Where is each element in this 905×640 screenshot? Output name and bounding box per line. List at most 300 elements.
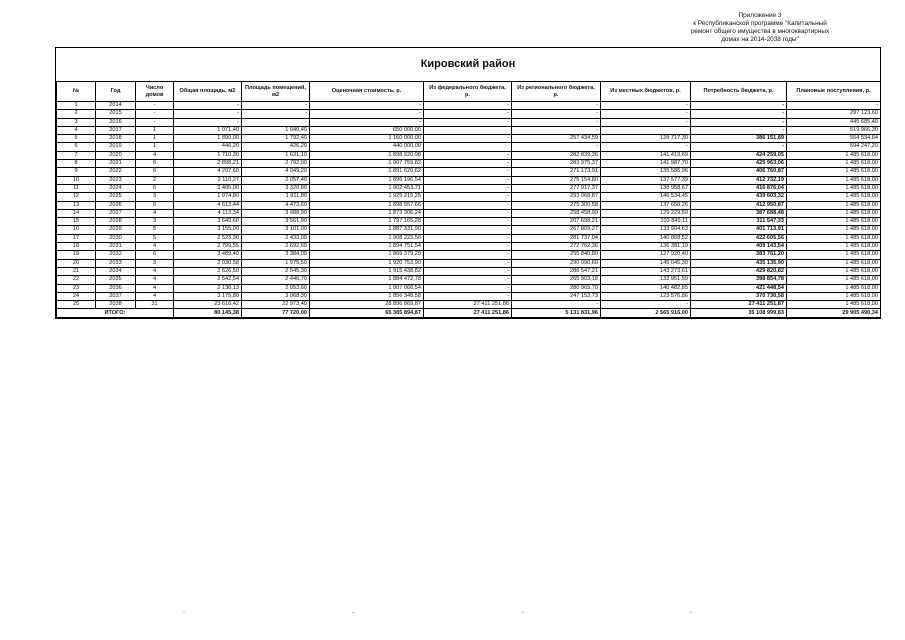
table-cell: 2021	[96, 160, 136, 168]
table-row	[57, 292, 881, 300]
table-cell: 297 123,60	[787, 110, 881, 118]
table-cell: 267 809,27	[512, 226, 601, 234]
table-cell: -	[424, 226, 512, 234]
table-cell	[424, 126, 512, 134]
total-row	[57, 309, 881, 318]
total-cell: 5 131 831,96	[512, 309, 601, 318]
table-row	[57, 234, 881, 242]
table-cell: 4 613,44	[174, 201, 242, 209]
table-cell: 2036	[96, 284, 136, 292]
total-cell: 77 720,00	[242, 309, 310, 318]
table-cell: 2 545,30	[242, 267, 310, 275]
table-cell: 1 485 618,00	[787, 176, 881, 184]
table-cell: 1 485 618,00	[787, 234, 881, 242]
table-cell: 132 951,59	[601, 276, 691, 284]
table-cell: 127 920,40	[601, 251, 691, 259]
table-cell: -	[424, 259, 512, 267]
table-cell: 1 873 306,24	[310, 209, 424, 217]
table-cell: -	[310, 110, 424, 118]
table-cell: 2 799,55	[174, 243, 242, 251]
table-row	[57, 110, 881, 118]
table-cell: 9	[57, 168, 96, 176]
table-cell: 3 068,30	[242, 292, 310, 300]
table-cell: 2017	[96, 126, 136, 134]
total-cell: 35 108 999,83	[691, 309, 787, 318]
table-cell: 2034	[96, 267, 136, 275]
table-cell: 25	[57, 301, 96, 309]
table-cell: 18	[57, 243, 96, 251]
table-cell: -	[601, 118, 691, 126]
table-cell: 1 485 618,00	[787, 301, 881, 309]
table-cell: -	[242, 102, 310, 110]
table-cell: 2014	[96, 102, 136, 110]
table-cell: 3 561,90	[242, 218, 310, 226]
table-cell: 3 489,40	[174, 251, 242, 259]
table-cell: 2023	[96, 176, 136, 184]
table-row	[57, 143, 881, 151]
table-cell: 429 820,82	[691, 267, 787, 275]
table-cell: -	[601, 143, 691, 151]
table-cell: -	[512, 126, 601, 134]
table-cell: 3 988,90	[242, 209, 310, 217]
table-cell: 6	[57, 143, 96, 151]
table-cell: 1 911,80	[242, 193, 310, 201]
table-cell: 27 411 251,86	[424, 301, 512, 309]
table-row	[57, 301, 881, 309]
table-cell: 207 698,21	[512, 218, 601, 226]
table-cell: 6	[136, 168, 174, 176]
table-cell: 2 898,21	[174, 160, 242, 168]
table-cell: 1 902 453,71	[310, 184, 424, 192]
table-cell: -	[691, 110, 787, 118]
table-cell: 2028	[96, 218, 136, 226]
total-cell: 80 145,38	[174, 309, 242, 318]
table-cell: 1 485 618,00	[787, 284, 881, 292]
table-cell: 424 259,05	[691, 151, 787, 159]
table-cell: 1	[136, 135, 174, 143]
table-cell: 1 792,40	[242, 135, 310, 143]
table-cell: -	[512, 301, 601, 309]
table-cell: 4	[136, 276, 174, 284]
table-cell: 6	[136, 160, 174, 168]
table-row	[57, 209, 881, 217]
table-cell: 6	[136, 251, 174, 259]
table-cell: 17	[57, 234, 96, 242]
table-cell: 2 446,70	[242, 276, 310, 284]
column-header: Год	[96, 82, 136, 102]
table-cell: 1	[136, 143, 174, 151]
table-row	[57, 168, 881, 176]
table-cell: 275 154,80	[512, 176, 601, 184]
table-cell: 22 973,40	[242, 301, 310, 309]
table-cell: 2019	[96, 143, 136, 151]
table-cell: 1 908 223,56	[310, 234, 424, 242]
table-cell: 1 485 618,00	[787, 276, 881, 284]
table-cell: 1 040,40	[242, 126, 310, 134]
table-cell: 4 473,60	[242, 201, 310, 209]
table-cell: 5	[136, 234, 174, 242]
table-cell: 2032	[96, 251, 136, 259]
table-cell: -	[136, 118, 174, 126]
table-cell: 2 792,00	[242, 160, 310, 168]
table-cell: 140 482,85	[601, 284, 691, 292]
table-cell: 1 925 215,25	[310, 193, 424, 201]
table-cell: 277 917,37	[512, 184, 601, 192]
table-cell: 650 000,00	[310, 126, 424, 134]
table-cell: 412 732,19	[691, 176, 787, 184]
table-cell: 6	[136, 184, 174, 192]
table-row	[57, 102, 881, 110]
table-cell: 1 160 000,00	[310, 135, 424, 143]
repair-program-table	[56, 82, 881, 318]
table-cell: 1 485 618,00	[787, 160, 881, 168]
table-cell: 2033	[96, 259, 136, 267]
table-cell: 412 950,87	[691, 201, 787, 209]
table-cell: -	[691, 126, 787, 134]
table-row	[57, 151, 881, 159]
table-row	[57, 218, 881, 226]
table-row	[57, 259, 881, 267]
table-cell: 1 485 618,00	[787, 267, 881, 275]
table-cell: 265 903,18	[512, 276, 601, 284]
table-cell: -	[242, 118, 310, 126]
table-cell: 1 485 618,00	[787, 201, 881, 209]
table-cell: 3 649,60	[174, 218, 242, 226]
table-cell: 1 894 751,54	[310, 243, 424, 251]
table-cell: 2	[136, 176, 174, 184]
column-header: Потребность бюджета, р.	[691, 82, 787, 102]
table-cell: 2018	[96, 135, 136, 143]
table-cell: 2027	[96, 209, 136, 217]
table-cell: 19	[57, 251, 96, 259]
table-cell: 4	[136, 292, 174, 300]
table-cell: -	[174, 118, 242, 126]
table-cell: 519 966,30	[787, 126, 881, 134]
table-cell: 1 887 331,90	[310, 226, 424, 234]
table-cell: 3 155,00	[174, 226, 242, 234]
table-cell: 1 485 618,00	[787, 259, 881, 267]
table-cell: 440 000,00	[310, 143, 424, 151]
table-cell: -	[512, 118, 601, 126]
table-cell: 4	[136, 284, 174, 292]
table-cell: 290 090,60	[512, 259, 601, 267]
table-cell: 435 135,90	[691, 259, 787, 267]
table-cell: 4 207,60	[174, 168, 242, 176]
table-cell: 425 963,06	[691, 160, 787, 168]
table-cell: 370 730,58	[691, 292, 787, 300]
table-cell: 4 049,20	[242, 168, 310, 176]
table-cell: 16	[57, 226, 96, 234]
table-cell: -	[424, 176, 512, 184]
table-cell: -	[174, 102, 242, 110]
table-cell: 103 849,11	[601, 218, 691, 226]
table-cell: 282 839,36	[512, 151, 601, 159]
table-cell: -	[424, 209, 512, 217]
table-row	[57, 118, 881, 126]
table-row	[57, 126, 881, 134]
table-row	[57, 160, 881, 168]
table-cell: 10	[57, 176, 96, 184]
table-cell: 28 896 869,87	[310, 301, 424, 309]
table-cell: 137 650,26	[601, 201, 691, 209]
annex-line: к Республиканской программе "Капитальный	[693, 20, 827, 27]
table-cell: 3 384,00	[242, 251, 310, 259]
total-cell: 27 411 251,86	[424, 309, 512, 318]
table-cell: 136 381,19	[601, 243, 691, 251]
table-cell: 280 965,70	[512, 284, 601, 292]
table-cell: 421 448,54	[691, 284, 787, 292]
column-header: Оценочная стоимость, р.	[310, 82, 424, 102]
table-cell: 554 534,64	[787, 135, 881, 143]
table-cell: 146 534,45	[601, 193, 691, 201]
table-cell: 1 485 618,00	[787, 226, 881, 234]
table-cell: -	[512, 143, 601, 151]
table-cell: 1 915 438,82	[310, 267, 424, 275]
table-cell: 2015	[96, 110, 136, 118]
table-cell: 11	[57, 184, 96, 192]
table-cell: 401 713,91	[691, 226, 787, 234]
table-cell: -	[242, 110, 310, 118]
table-cell: -	[787, 102, 881, 110]
table-cell: 1 485 618,00	[787, 151, 881, 159]
table-cell: 2026	[96, 201, 136, 209]
table-cell: -	[424, 102, 512, 110]
repair-program-table-sheet	[55, 47, 881, 319]
table-cell: 383 761,20	[691, 251, 787, 259]
table-cell: 293 068,87	[512, 193, 601, 201]
table-row	[57, 243, 881, 251]
table-cell: 27 411 251,87	[691, 301, 787, 309]
table-cell: 2035	[96, 276, 136, 284]
table-cell: 4	[136, 243, 174, 251]
table-cell: 137 577,39	[601, 176, 691, 184]
table-cell: 4	[136, 151, 174, 159]
table-cell: 2 692,60	[242, 243, 310, 251]
table-cell: 4 113,34	[174, 209, 242, 217]
table-cell: 1 891 620,62	[310, 168, 424, 176]
total-cell: 29 905 490,34	[787, 309, 881, 318]
table-cell: 409 143,54	[691, 243, 787, 251]
table-cell: 141 419,69	[601, 151, 691, 159]
table-cell: 1 631,10	[242, 151, 310, 159]
table-cell: -	[424, 284, 512, 292]
table-cell: 439 603,32	[691, 193, 787, 201]
table-cell: 2 433,00	[242, 234, 310, 242]
table-cell: 12	[57, 193, 96, 201]
table-cell: -	[691, 143, 787, 151]
table-cell: -	[310, 118, 424, 126]
table-cell: 3 175,80	[174, 292, 242, 300]
total-label: ИТОГО:	[57, 309, 174, 318]
table-cell: 3 405,00	[174, 184, 242, 192]
table-cell: 1	[57, 102, 96, 110]
table-cell: 1 485 618,00	[787, 251, 881, 259]
table-cell: 7	[57, 151, 96, 159]
table-cell: -	[310, 102, 424, 110]
table-cell: 1	[136, 126, 174, 134]
table-cell: 5	[57, 135, 96, 143]
table-cell: 2 523,30	[174, 234, 242, 242]
table-cell: 446,20	[174, 143, 242, 151]
table-cell: 1 890,00	[174, 135, 242, 143]
table-cell: 2 542,54	[174, 276, 242, 284]
table-cell: 1 884 472,78	[310, 276, 424, 284]
table-cell: 8	[57, 160, 96, 168]
table-cell: 416 876,04	[691, 184, 787, 192]
table-cell: 135 586,96	[601, 168, 691, 176]
table-cell: 1 485 618,00	[787, 184, 881, 192]
table-cell: 23	[57, 284, 96, 292]
table-cell: 387 688,48	[691, 209, 787, 217]
table-cell: 14	[57, 209, 96, 217]
region-title: Кировский район	[56, 48, 880, 82]
table-cell: 1 898 920,98	[310, 151, 424, 159]
annex-line: Приложение 3	[738, 12, 782, 19]
table-cell: 406 760,87	[691, 168, 787, 176]
table-cell: 257 434,59	[512, 135, 601, 143]
table-cell: 1 856 348,58	[310, 292, 424, 300]
total-cell: 2 565 916,00	[601, 309, 691, 318]
table-cell: 22	[57, 276, 96, 284]
table-cell: 2 136,13	[174, 284, 242, 292]
table-cell: 2038	[96, 301, 136, 309]
table-cell: -	[601, 102, 691, 110]
table-row	[57, 276, 881, 284]
table-cell: -	[174, 110, 242, 118]
table-cell: 133 904,63	[601, 226, 691, 234]
table-cell: 271 173,91	[512, 168, 601, 176]
table-cell: -	[424, 201, 512, 209]
table-cell: 2 030,58	[174, 259, 242, 267]
annex-note	[655, 12, 865, 44]
table-body	[57, 102, 881, 318]
table-cell: 145 045,30	[601, 259, 691, 267]
table-cell	[424, 143, 512, 151]
table-cell: -	[136, 110, 174, 118]
table-cell: -	[424, 193, 512, 201]
table-cell: 3	[57, 118, 96, 126]
table-row	[57, 201, 881, 209]
table-cell: -	[424, 251, 512, 259]
table-cell: 255 840,80	[512, 251, 601, 259]
table-cell: 24	[57, 292, 96, 300]
table-cell: 275 300,58	[512, 201, 601, 209]
table-cell: 422 605,56	[691, 234, 787, 242]
table-cell: 2029	[96, 226, 136, 234]
table-cell: -	[424, 292, 512, 300]
table-cell: 4	[57, 126, 96, 134]
table-cell: 2020	[96, 151, 136, 159]
table-cell: -	[136, 102, 174, 110]
table-cell: 1 907 066,54	[310, 284, 424, 292]
table-cell: 3	[136, 218, 174, 226]
table-cell: 138 958,67	[601, 184, 691, 192]
table-cell: -	[424, 168, 512, 176]
table-cell: 3	[136, 193, 174, 201]
table-cell: 1 907 759,82	[310, 160, 424, 168]
table-cell: 31	[136, 301, 174, 309]
table-cell: 2030	[96, 234, 136, 242]
table-cell: 23 616,42	[174, 301, 242, 309]
table-cell: 15	[57, 218, 96, 226]
table-cell: 140 868,52	[601, 234, 691, 242]
table-cell: 1 485 618,00	[787, 168, 881, 176]
table-cell: 129 229,50	[601, 209, 691, 217]
table-cell: -	[512, 110, 601, 118]
table-cell: 20	[57, 259, 96, 267]
table-row	[57, 135, 881, 143]
table-cell: 4	[136, 209, 174, 217]
table-cell: 445 685,40	[787, 118, 881, 126]
table-cell: -	[424, 276, 512, 284]
table-cell: -	[691, 102, 787, 110]
table-cell: -	[512, 102, 601, 110]
table-cell: 5	[136, 226, 174, 234]
table-cell: -	[424, 118, 512, 126]
table-row	[57, 176, 881, 184]
table-cell: -	[601, 110, 691, 118]
table-cell: 2022	[96, 168, 136, 176]
table-cell	[601, 126, 691, 134]
table-cell: 283 975,37	[512, 160, 601, 168]
table-cell: 1 485 618,00	[787, 243, 881, 251]
table-cell: 3 320,80	[242, 184, 310, 192]
table-row	[57, 284, 881, 292]
table-cell: 2 110,27	[174, 176, 242, 184]
column-header: Число домов	[136, 82, 174, 102]
table-cell: 281 737,04	[512, 234, 601, 242]
table-cell: 286 547,21	[512, 267, 601, 275]
table-cell: 13	[57, 201, 96, 209]
table-cell: -	[424, 234, 512, 242]
table-cell: 1 920 753,90	[310, 259, 424, 267]
column-header: Из регионального бюджета, р.	[512, 82, 601, 102]
table-row	[57, 251, 881, 259]
table-cell: 2 053,60	[242, 284, 310, 292]
table-cell: 1 797 165,28	[310, 218, 424, 226]
table-cell: 398 854,78	[691, 276, 787, 284]
table-cell: 4	[136, 267, 174, 275]
table-cell: 426,20	[242, 143, 310, 151]
table-row	[57, 193, 881, 201]
table-cell: 2 057,40	[242, 176, 310, 184]
table-cell: 1 485 618,00	[787, 209, 881, 217]
table-cell: 2037	[96, 292, 136, 300]
table-cell: 272 762,36	[512, 243, 601, 251]
table-cell: 1 485 618,00	[787, 292, 881, 300]
total-cell: 65 385 894,87	[310, 309, 424, 318]
table-cell: 386 151,89	[691, 135, 787, 143]
table-cell: 2031	[96, 243, 136, 251]
table-row	[57, 226, 881, 234]
table-cell: 6	[136, 201, 174, 209]
table-cell: 2 626,50	[174, 267, 242, 275]
table-cell: -	[424, 135, 512, 143]
table-cell: -	[424, 267, 512, 275]
table-cell: 2024	[96, 184, 136, 192]
column-header: Плановые поступления, р.	[787, 82, 881, 102]
column-header: Из местных бюджетов, р.	[601, 82, 691, 102]
column-header: №	[57, 82, 96, 102]
table-cell: 2	[57, 110, 96, 118]
table-cell: 1 485 618,00	[787, 218, 881, 226]
table-cell: 594 247,20	[787, 143, 881, 151]
table-header-row	[57, 82, 881, 102]
table-cell: -	[424, 243, 512, 251]
table-cell: -	[424, 151, 512, 159]
table-cell: 311 547,33	[691, 218, 787, 226]
table-cell: -	[601, 301, 691, 309]
